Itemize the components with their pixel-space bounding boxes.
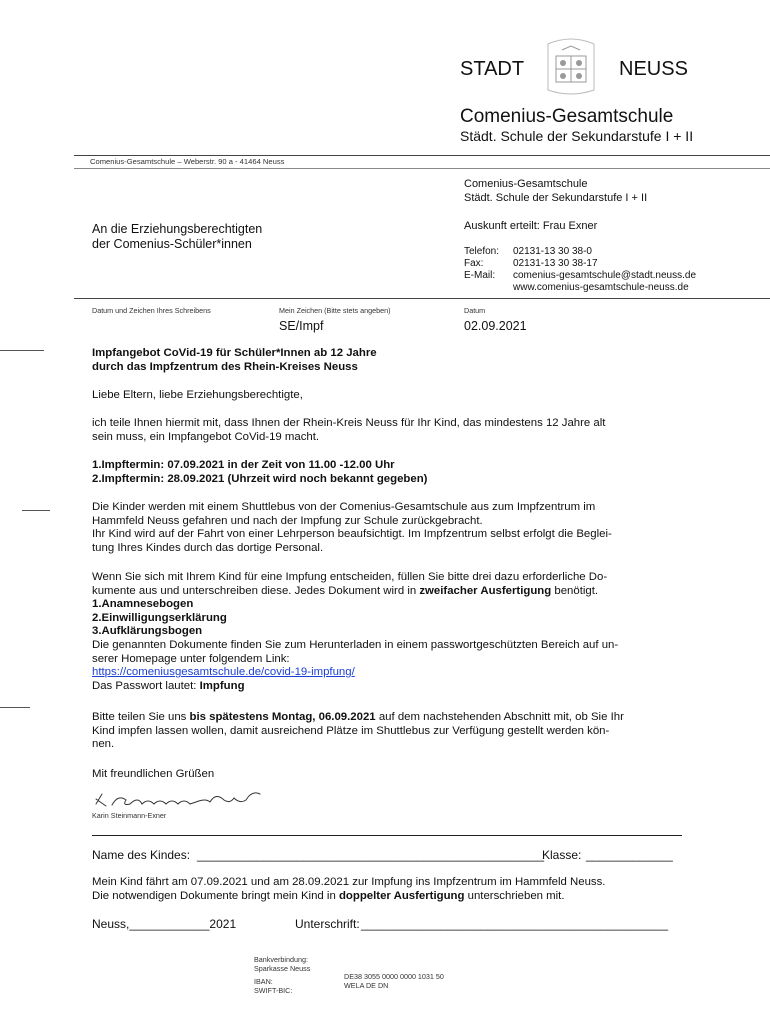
divider-sender	[74, 168, 770, 169]
salutation: Liebe Eltern, liebe Erziehungsberechtigte,	[92, 389, 303, 401]
paragraph-2	[92, 501, 698, 555]
info-sub: Städt. Schule der Sekundarstufe I + II	[464, 192, 648, 204]
form-signature-field[interactable]: ______________________________________________	[361, 917, 668, 931]
form-confirm-post: unterschrieben mit.	[464, 890, 565, 902]
city-crest-icon	[540, 38, 602, 98]
info-fax-label: Fax:	[464, 258, 484, 269]
footer-iban-label: IBAN:	[254, 977, 273, 986]
fold-mark-1	[0, 350, 44, 351]
recipient-line-1: An die Erziehungsberechtigten	[92, 222, 263, 236]
para2-line-2: Hammfeld Neuss gefahren und nach der Impfung zur Schule zurückgebracht.	[92, 514, 483, 527]
form-place-date[interactable]: Neuss,____________2021	[92, 917, 237, 931]
info-auskunft: Auskunft erteilt: Frau Exner	[464, 220, 598, 232]
para3-line-7: serer Homepage unter folgendem Link:	[92, 652, 290, 665]
download-link[interactable]: https://comeniusgesamtschule.de/covid-19-impfung/	[92, 666, 355, 679]
sender-line: Comenius-Gesamtschule – Weberstr. 90 a - 41464 Neuss	[90, 157, 285, 166]
para1-line-1: ich teile Ihnen hiermit mit, dass Ihnen der Rhein-Kreis Neuss für Ihr Kind, das mindestens 12 Jahre alt	[92, 417, 606, 429]
form-signature-label: Unterschrift:	[295, 917, 360, 931]
para1-line-2: sein muss, ein Impfangebot CoVid-19 macht.	[92, 430, 320, 443]
para3-line-2-bold: zweifacher Ausfertigung	[419, 584, 552, 597]
letterhead-neuss: NEUSS	[619, 58, 688, 80]
para3-line-2-pre: kumente aus und unterschreiben diese. Jedes Dokument wird in	[92, 584, 420, 597]
para2-line-4: tung Ihres Kindes durch das dortige Personal.	[92, 541, 324, 554]
para4-pre: Bitte teilen Sie uns	[92, 711, 190, 723]
ref-label-your: Datum und Zeichen Ihres Schreibens	[92, 306, 211, 315]
password-pre: Das Passwort lautet:	[92, 679, 200, 692]
para4-line-3: nen.	[92, 738, 115, 751]
cut-line	[92, 835, 682, 836]
form-klasse-label: Klasse:	[542, 848, 582, 862]
form-name-field[interactable]: ____________________________________________________	[197, 848, 545, 862]
para3-line-6: Die genannten Dokumente finden Sie zum Herunterladen in einem passwortgeschützten Bereich auf un-	[92, 638, 619, 651]
para3-line-1: Wenn Sie sich mit Ihrem Kind für eine Impfung entscheiden, füllen Sie bitte drei dazu erforderliche Do-	[92, 571, 608, 583]
signature	[92, 786, 272, 810]
closing: Mit freundlichen Grüßen	[92, 768, 215, 780]
subject-line-1: Impfangebot CoVid-19 für Schüler*Innen ab 12 Jahre	[92, 347, 377, 359]
ref-label-date: Datum	[464, 306, 486, 315]
doc-1: 1.Anamnesebogen	[92, 598, 194, 611]
info-name: Comenius-Gesamtschule	[464, 178, 588, 190]
footer-bic: WELA DE DN	[344, 981, 389, 990]
divider-top	[74, 155, 770, 156]
para4-post: auf dem nachstehenden Abschnitt mit, ob Sie Ihr	[375, 711, 624, 723]
letterhead-school-sub: Städt. Schule der Sekundarstufe I + II	[460, 128, 694, 144]
doc-2: 2.Einwilligungserklärung	[92, 611, 227, 624]
password-line	[92, 680, 698, 694]
subject-line-2: durch das Impfzentrum des Rhein-Kreises Neuss	[92, 360, 358, 373]
recipient-line-2: der Comenius-Schüler*innen	[92, 237, 252, 251]
ref-label-mine: Mein Zeichen (Bitte stets angeben)	[279, 306, 391, 315]
fold-mark-3	[0, 707, 30, 708]
para3-line-2-post: benötigt.	[551, 584, 599, 597]
info-email-label: E-Mail:	[464, 270, 496, 281]
para4-line-1	[92, 711, 698, 725]
date-line-2: 2.Impftermin: 28.09.2021 (Uhrzeit wird noch bekannt gegeben)	[92, 472, 428, 485]
form-klasse-field[interactable]: _____________	[586, 848, 673, 862]
divider-reference	[74, 298, 770, 299]
footer-bank-label: Bankverbindung:	[254, 955, 308, 964]
paragraph-1	[92, 417, 698, 444]
footer-bank-name: Sparkasse Neuss	[254, 964, 311, 973]
footer-bic-label: SWIFT-BIC:	[254, 986, 293, 995]
doc-3: 3.Aufklärungsbogen	[92, 625, 203, 638]
info-web: www.comenius-gesamtschule-neuss.de	[513, 282, 689, 293]
form-confirm-pre: Die notwendigen Dokumente bringt mein Kind in	[92, 890, 339, 902]
form-confirm-line-1: Mein Kind fährt am 07.09.2021 und am 28.09.2021 zur Impfung ins Impfzentrum im Hammfeld Neuss.	[92, 876, 606, 888]
signer-name: Karin Steinmann-Exner	[92, 811, 167, 820]
letterhead-stadt: STADT	[460, 58, 525, 80]
form-confirm-bold: doppelter Ausfertigung	[338, 890, 465, 902]
password-value: Impfung	[199, 679, 245, 692]
info-telefon-label: Telefon:	[464, 246, 500, 257]
ref-value-date: 02.09.2021	[464, 319, 527, 333]
info-email: comenius-gesamtschule@stadt.neuss.de	[513, 270, 697, 281]
date-line-1: 1.Impftermin: 07.09.2021 in der Zeit von 11.00 -12.00 Uhr	[92, 459, 395, 471]
vaccination-dates	[92, 459, 698, 486]
info-fax: 02131-13 30 38-17	[513, 258, 598, 269]
form-name-label: Name des Kindes:	[92, 848, 191, 862]
footer-iban: DE38 3055 0000 0000 1031 50	[344, 972, 444, 981]
paragraph-3	[92, 571, 698, 693]
para4-bold: bis spätestens Montag, 06.09.2021	[189, 711, 376, 723]
para2-line-1: Die Kinder werden mit einem Shuttlebus von der Comenius-Gesamtschule aus zum Impfzentrum im	[92, 501, 596, 513]
letterhead-school-name: Comenius-Gesamtschule	[460, 106, 674, 127]
para2-line-3: Ihr Kind wird auf der Fahrt von einer Lehrperson beaufsichtigt. Im Impfzentrum selbst erfolgt die Beglei-	[92, 528, 612, 541]
fold-mark-2	[22, 510, 50, 511]
subject	[92, 347, 698, 374]
form-confirm-line-2	[92, 890, 565, 902]
paragraph-4	[92, 711, 698, 752]
info-telefon: 02131-13 30 38-0	[513, 246, 592, 257]
para3-line-2	[92, 585, 698, 599]
para4-line-2: Kind impfen lassen wollen, damit ausreichend Plätze im Shuttlebus zur Verfügung gestellt werden kön-	[92, 724, 610, 737]
ref-value-mine: SE/Impf	[279, 319, 324, 333]
